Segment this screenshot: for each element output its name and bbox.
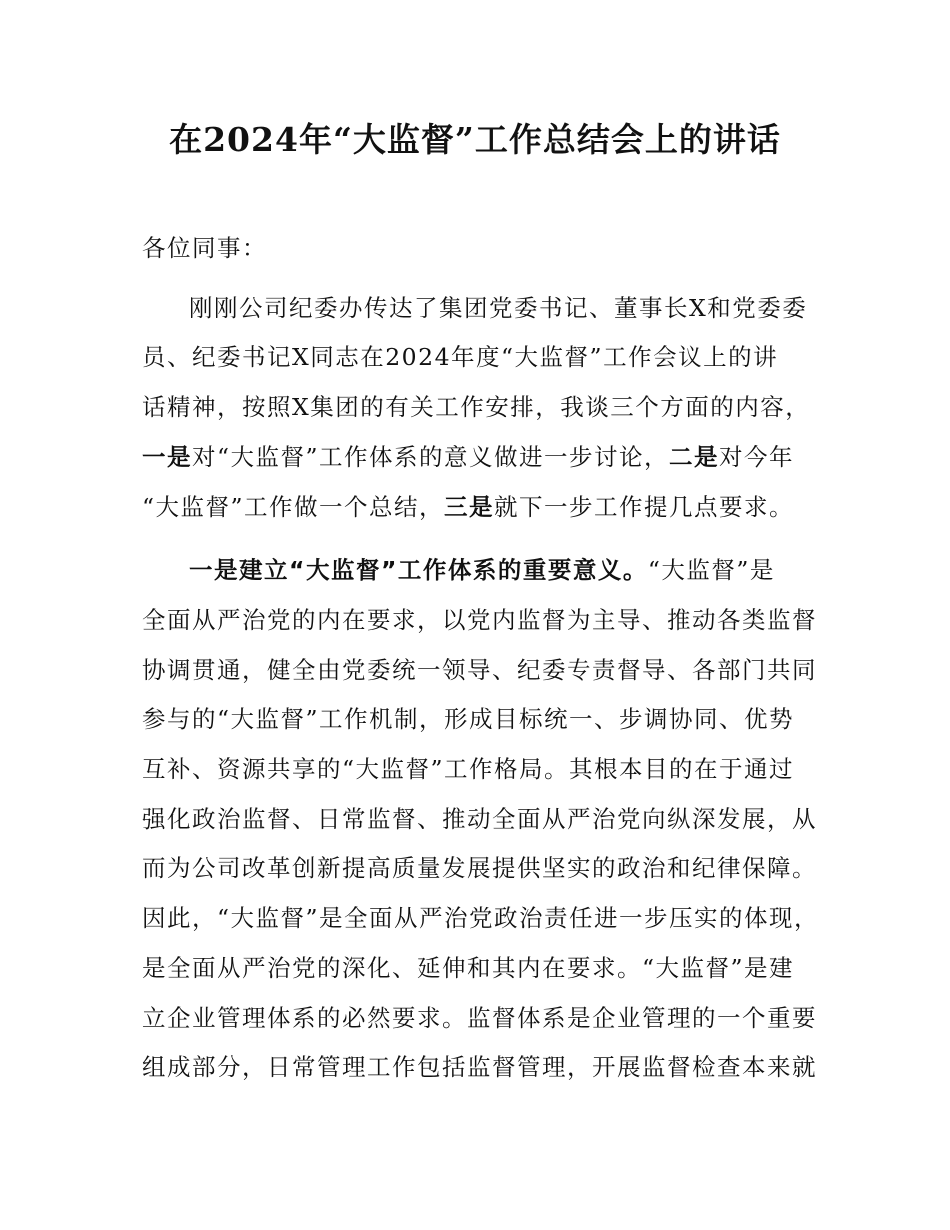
document-title: 在2024年“大监督”工作总结会上的讲话: [169, 120, 781, 159]
section-1-line-1: [142, 546, 832, 596]
section-1-line: 参与的“大监督”工作机制，形成目标统一、步调协同、优势: [142, 705, 795, 734]
intro-line-2: 员、纪委书记X同志在2024年度“大监督”工作会议上的讲: [142, 343, 779, 372]
intro-line-4: [142, 433, 832, 483]
section-1-heading-rest: “大监督”是: [647, 556, 775, 585]
section-1-line: 是全面从严治党的深化、延伸和其内在要求。“大监督”是建: [142, 953, 795, 982]
intro-point-2-label: 二是: [669, 442, 720, 471]
section-1-paragraph: [142, 546, 832, 1093]
section-1-line: 强化政治监督、日常监督、推动全面从严治党向纵深发展，从: [142, 804, 817, 833]
section-1-line: 立企业管理体系的必然要求。监督体系是企业管理的一个重要: [142, 1003, 817, 1032]
intro-line-3: 话精神，按照X集团的有关工作安排，我谈三个方面的内容，: [142, 393, 811, 422]
section-1-line: 互补、资源共享的“大监督”工作格局。其根本目的在于通过: [142, 755, 795, 784]
intro-point-2-text: 对今年: [719, 442, 795, 471]
document-body: [142, 224, 832, 1107]
intro-point-1-label: 一是: [142, 442, 192, 471]
section-1-line: 协调贯通，健全由党委统一领导、纪委专责督导、各部门共同: [142, 655, 817, 684]
section-1-line: 而为公司改革创新提高质量发展提供坚实的政治和纪律保障。: [142, 854, 817, 883]
section-1-heading: 一是建立“大监督”工作体系的重要意义。: [189, 556, 648, 585]
intro-line-5: [142, 483, 832, 533]
intro-point-1-text: 对“大监督”工作体系的意义做进一步讨论，: [192, 442, 670, 471]
section-1-line: 组成部分，日常管理工作包括监督管理，开展监督检查本来就: [142, 1053, 817, 1082]
intro-point-2-text-cont: “大监督”工作做一个总结，: [142, 492, 445, 521]
section-1-line: 因此，“大监督”是全面从严治党政治责任进一步压实的体现，: [142, 904, 820, 933]
intro-paragraph: [142, 284, 832, 533]
section-1-line: 全面从严治党的内在要求，以党内监督为主导、推动各类监督: [142, 605, 817, 634]
intro-point-3-text: 就下一步工作提几点要求。: [494, 492, 795, 521]
intro-line-1: 刚刚公司纪委办传达了集团党委书记、董事长X和党委委: [189, 293, 808, 322]
greeting-paragraph: [142, 224, 832, 274]
intro-point-3-label: 三是: [444, 492, 495, 521]
greeting-text: 各位同事：: [142, 234, 267, 262]
